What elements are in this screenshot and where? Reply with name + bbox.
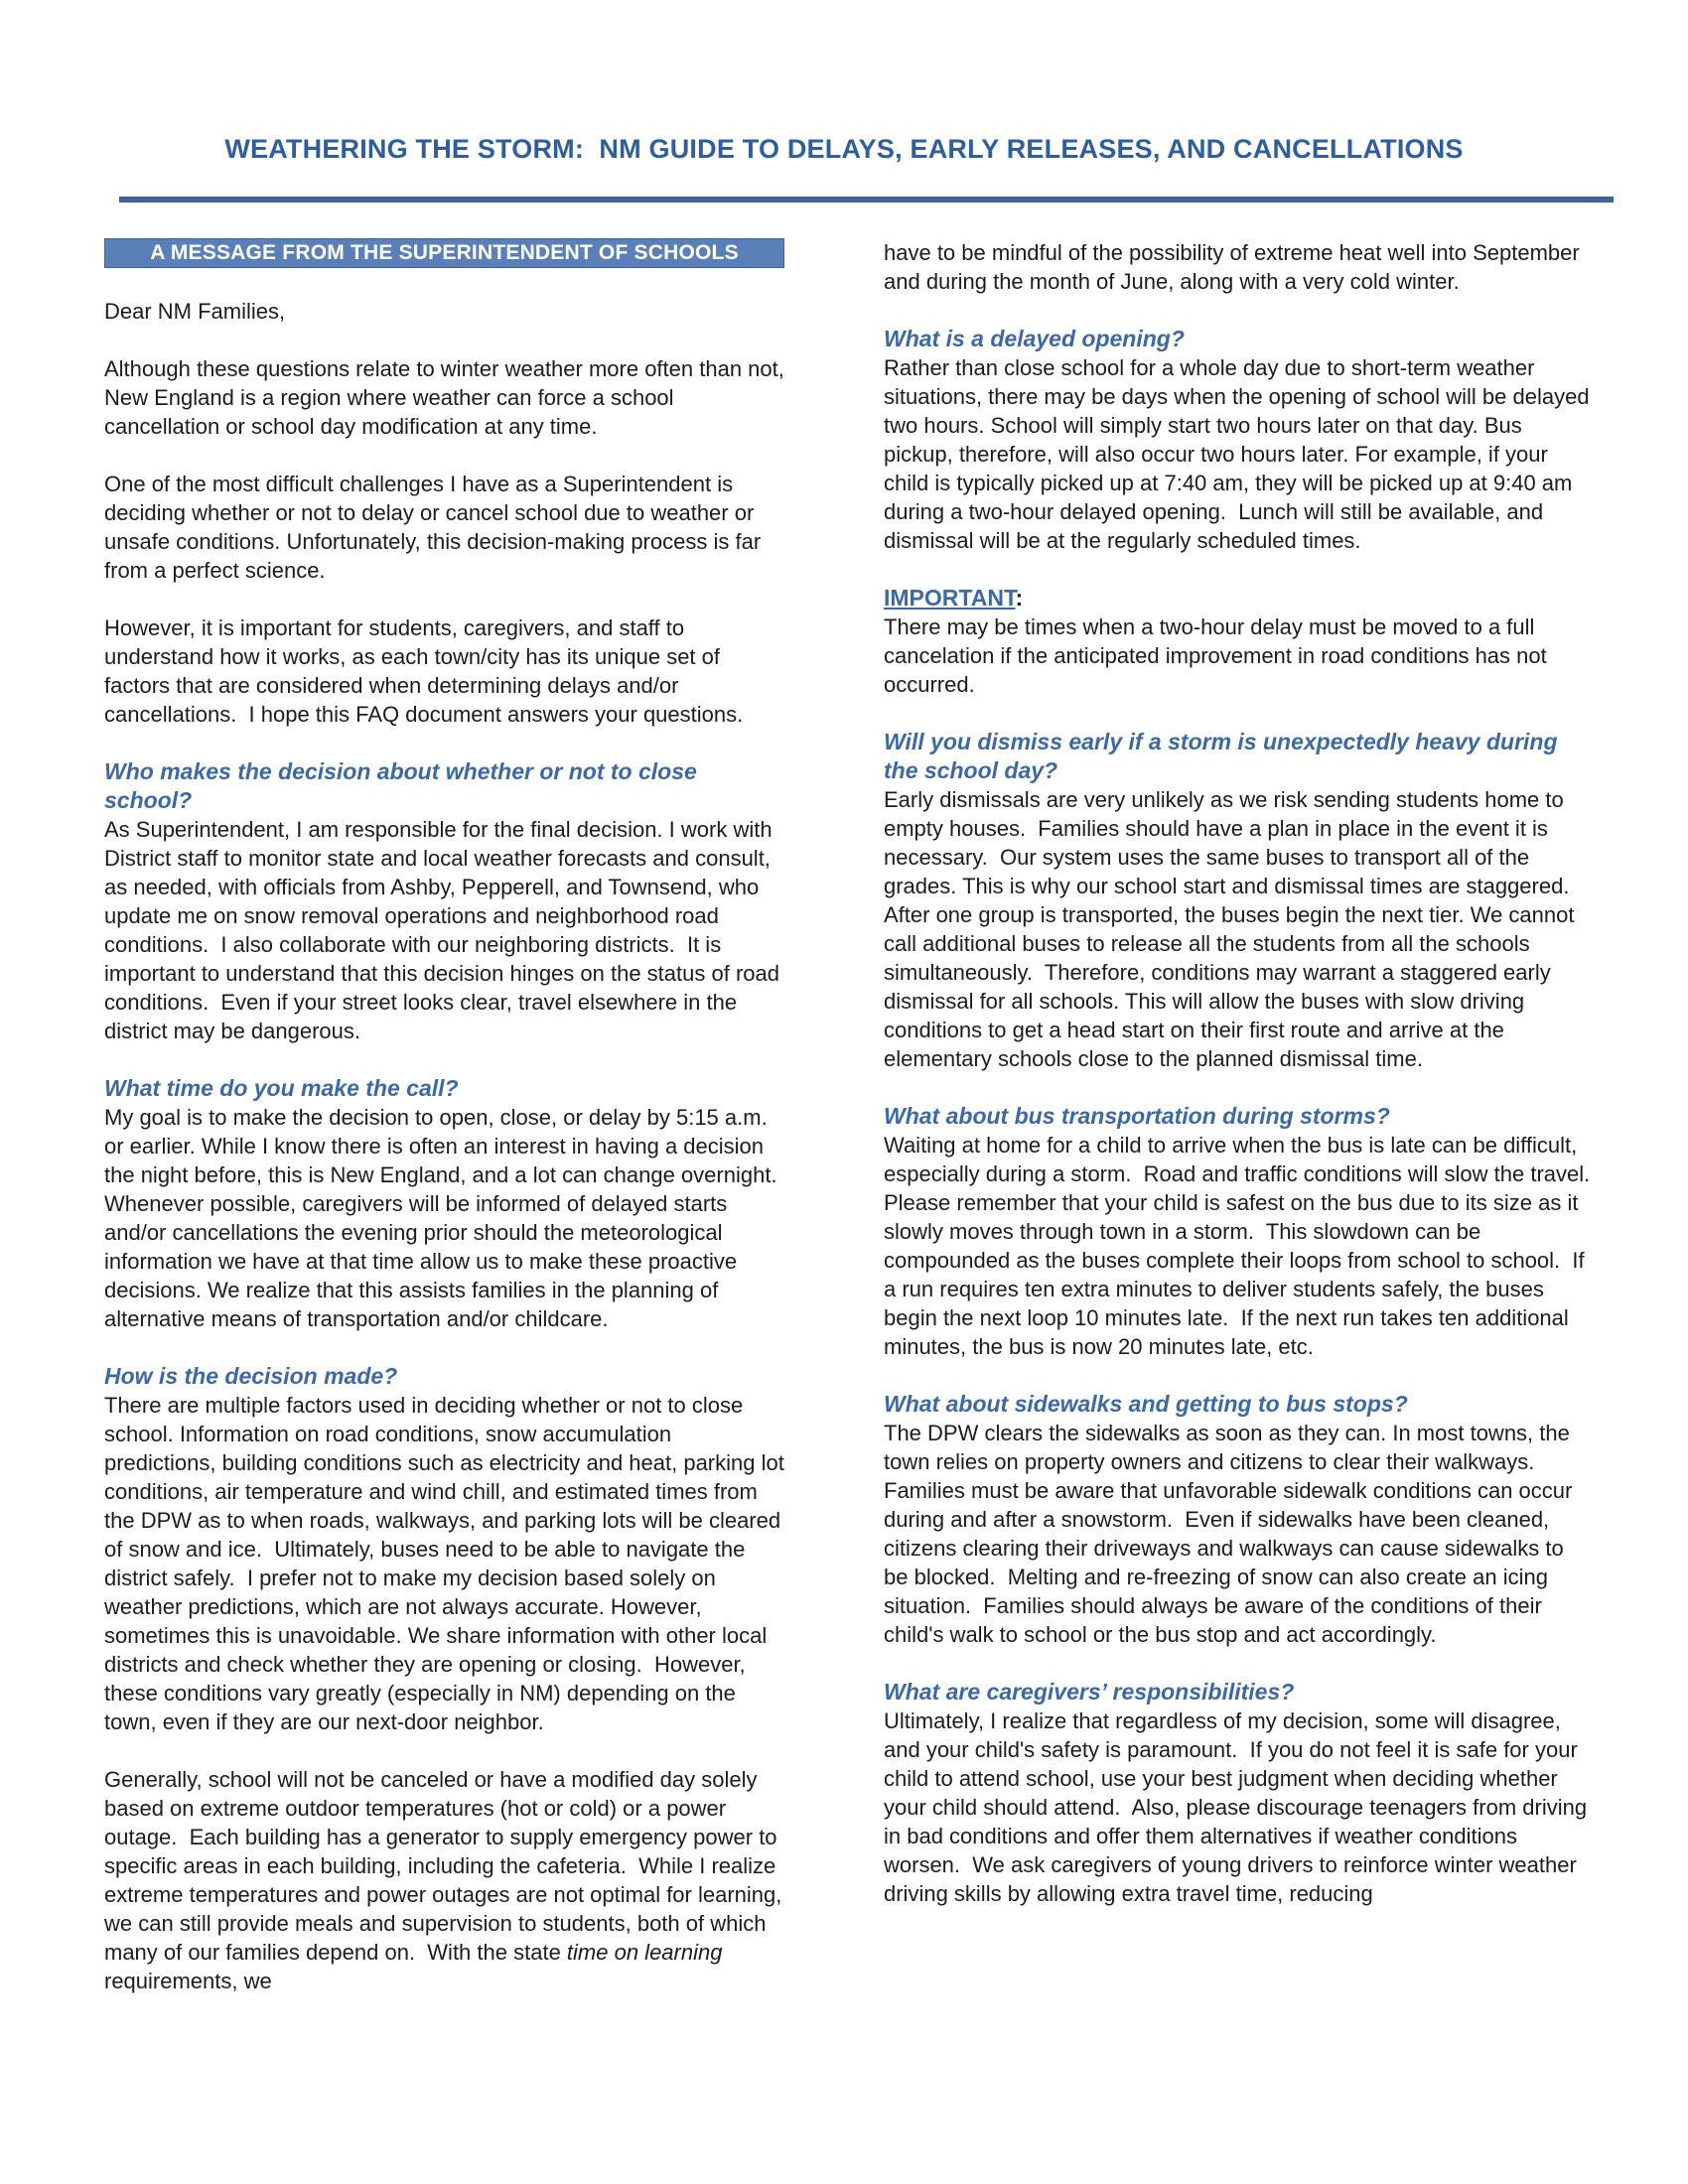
text-run: As Superintendent, I am responsible for the final decision. I work with District staff to monitor state and local weather forecasts and consult, as needed, with officials from Ashby, Pepperell, and Townsend, who update me on snow removal operations and neighborhood road conditions. I also collaborate with our neighboring districts. It is important to understand that this decision hinges on the status of road conditions. Even if your street looks clear, travel elsewhere in the district may be dangerous. (104, 817, 786, 1043)
italic-text-run: time on learning (566, 1940, 723, 1965)
paragraph (104, 1765, 788, 1995)
paragraph (104, 1103, 789, 1333)
paragraph (104, 1391, 790, 1736)
text-run: Waiting at home for a child to arrive when the bus is late can be difficult, especially during a storm. Road and traffic conditions will slow the travel. Please remember that your child is safest on the bus due to its size as it slowly moves through town in a storm. This slowdown can be compounded as the buses complete their loops from school to school. If a run requires ten extra minutes to deliver students safely, the buses begin the next loop 10 minutes late. If the next run takes ten additional minutes, the bus is now 20 minutes late, etc. (884, 1133, 1597, 1359)
important-colon: : (1015, 585, 1024, 611)
paragraph (884, 238, 1591, 296)
text-run: There are multiple factors used in deciding whether or not to close school. Information on road conditions, snow accumulation predictions, building conditions such as electricity and heat, parking lot conditions, air temperature and wind chill, and estimated times from the DPW as to when roads, walkways, and parking lots will be cleared of snow and ice. Ultimately, buses need to be able to navigate the district safely. I prefer not to make my decision based solely on weather predictions, which are not always accurate. However, sometimes this is unavoidable. We share information with other local districts and check whether they are opening or closing. However, these conditions vary greatly (especially in NM) depending on the town, even if they are our next-door neighbor. (104, 1393, 790, 1734)
page-title: WEATHERING THE STORM: NM GUIDE TO DELAYS, EARLY RELEASES, AND CANCELLATIONS (224, 134, 1464, 164)
text-run: However, it is important for students, caregivers, and staff to understand how it works, as each town/city has its unique set of factors that are considered when determining delays and/or cancellations. I hope this FAQ document answers your questions. (104, 615, 744, 727)
text-run: requirements, we (104, 1940, 729, 1993)
faq-question-heading: How is the decision made? (104, 1363, 398, 1389)
paragraph (884, 785, 1591, 1073)
text-run: My goal is to make the decision to open, close, or delay by 5:15 a.m. or earlier. While I know there is often an interest in having a decision the night before, this is New England, and a lot can change overnight. Whenever possible, caregivers will be informed of delayed starts and/or cancellations the evening prior should the meteorological information we have at that time allow us to make these proactive decisions. We realize that this assists families in the planning of alternative means of transportation and/or childcare. (104, 1105, 789, 1331)
faq-question-heading: Will you dismiss early if a storm is unexpectedly heavy during the school day? (884, 729, 1558, 783)
important-label: IMPORTANT (884, 585, 1016, 611)
text-run: Rather than close school for a whole day due to short-term weather situations, there may be days when the opening of school will be delayed two hours. School will simply start two hours later on that day. Bus pickup, therefore, will also occur two hours later. For example, if your child is typically picked up at 7:40 am, they will be picked up at 9:40 am during a two-hour delayed opening. Lunch will still be available, and dismissal will be at the regularly scheduled times. (884, 355, 1596, 553)
column-left (104, 238, 790, 1995)
right-blocks (884, 238, 1597, 1908)
paragraph (104, 354, 790, 441)
paragraph (104, 614, 784, 729)
title-divider (119, 197, 1614, 203)
paragraph (104, 815, 784, 1045)
faq-question-heading: What is a delayed opening? (884, 326, 1185, 351)
text-run: Generally, school will not be canceled or have a modified day solely based on extreme outdoor temperatures (hot or cold) or a power outage. Each building has a generator to supply emergency power to specific areas in each building, including the cafeteria. While I realize extreme temperatures and power outages are not optimal for learning, we can still provide meals and supervision to students, both of which many of our families depend on. With the state (104, 1767, 788, 1965)
text-run: Early dismissals are very unlikely as we risk sending students home to empty houses. Families should have a plan in place in the event it is necessary. Our system uses the same buses to transport all of the grades. This is why our school start and dismissal times are staggered. After one group is transported, the buses begin the next tier. We cannot call additional buses to release all the students from all the schools simultaneously. Therefore, conditions may warrant a staggered early dismissal for all schools. This will allow the buses with slow driving conditions to get a head start on their first route and arrive at the elementary schools close to the planned dismissal time. (884, 787, 1581, 1071)
content-columns (104, 238, 1688, 1995)
paragraph (104, 470, 784, 585)
paragraph (884, 1419, 1591, 1649)
text-run: Ultimately, I realize that regardless of my decision, some will disagree, and your child's safety is paramount. If you do not feel it is safe for your child to attend school, use your best judgment when deciding whether your child should attend. Also, please discourage teenagers from driving in bad conditions and offer them alternatives if weather conditions worsen. We ask caregivers of young drivers to reinforce winter weather driving skills by allowing extra travel time, reducing (884, 1708, 1594, 1906)
text-run: have to be mindful of the possibility of extreme heat well into September and during the month of June, along with a very cold winter. (884, 240, 1586, 294)
text-run: Although these questions relate to winter weather more often than not, New England is a region where weather can force a school cancellation or school day modification at any time. (104, 356, 790, 439)
superintendent-banner: A MESSAGE FROM THE SUPERINTENDENT OF SCHOOLS (104, 238, 784, 268)
text-run: There may be times when a two-hour delay must be moved to a full cancelation if the anticipated improvement in road conditions has not occurred. (884, 614, 1553, 697)
faq-question-heading: What about sidewalks and getting to bus stops? (884, 1391, 1408, 1417)
column-right (884, 238, 1597, 1908)
important-heading (884, 584, 1591, 613)
paragraph (884, 613, 1591, 699)
paragraph (884, 1131, 1597, 1361)
faq-question-heading: What about bus transportation during storms? (884, 1103, 1390, 1129)
paragraph (104, 297, 784, 326)
faq-question-heading: What are caregivers’ responsibilities? (884, 1679, 1295, 1705)
text-run: The DPW clears the sidewalks as soon as they can. In most towns, the town relies on property owners and citizens to clear their walkways. Families must be aware that unfavorable sidewalk conditions can occur during and after a snowstorm. Even if sidewalks have been cleaned, citizens clearing their driveways and walkways can cause sidewalks to be blocked. Melting and re-freezing of snow can also create an icing situation. Families should always be aware of the conditions of their child's walk to school or the bus stop and act accordingly. (884, 1421, 1579, 1647)
paragraph (884, 1706, 1594, 1908)
faq-question-heading: What time do you make the call? (104, 1075, 459, 1101)
faq-question-heading: Who makes the decision about whether or not to close school? (104, 758, 697, 813)
paragraph (884, 353, 1596, 555)
text-run: One of the most difficult challenges I have as a Superintendent is deciding whether or not to delay or cancel school due to weather or unsafe conditions. Unfortunately, this decision-making process is far from a perfect science. (104, 472, 768, 583)
text-run: Dear NM Families, (104, 299, 286, 324)
left-blocks (104, 297, 790, 1995)
